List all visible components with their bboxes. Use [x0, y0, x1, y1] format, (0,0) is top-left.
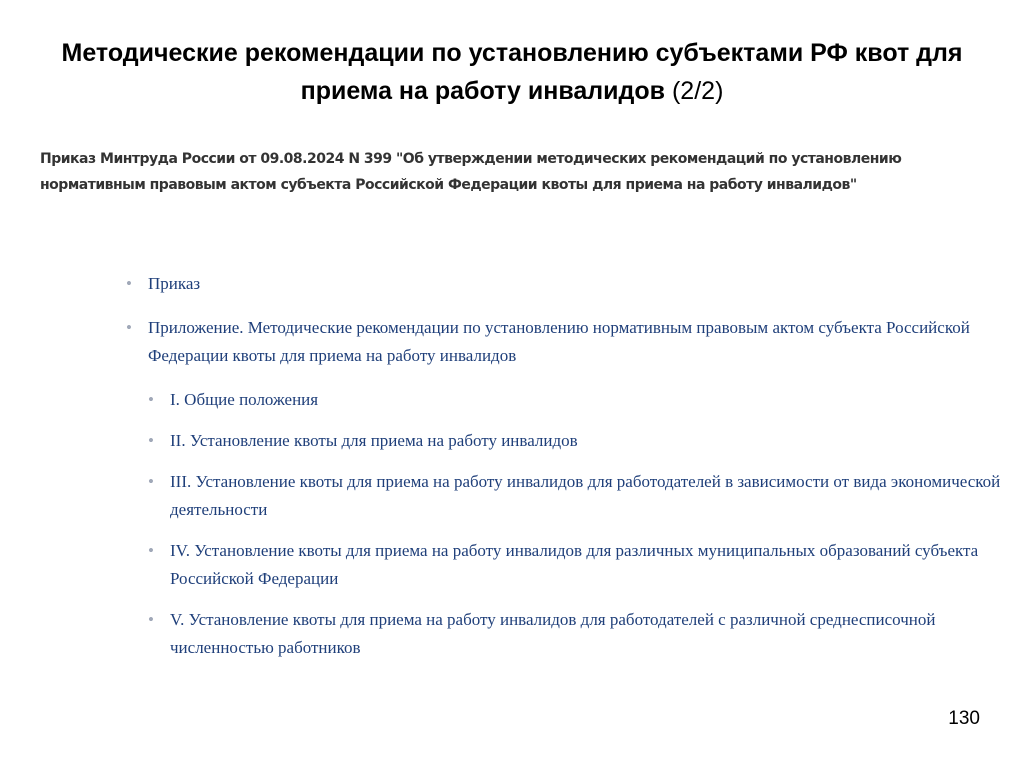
toc-item-appendix[interactable]: • Приложение. Методические рекомендации по установлению нормативным правовым актом субъекта Российской Федерации квоты для приема на работу инвалидов: [126, 314, 1006, 370]
toc-subitem-section-1[interactable]: • I. Общие положения: [148, 386, 1006, 414]
table-of-contents: [126, 270, 1006, 675]
toc-subitem-section-3[interactable]: • III. Установление квоты для приема на работу инвалидов для работодателей в зависимости от вида экономической деятельности: [148, 468, 1006, 524]
toc-subitem-section-4[interactable]: • IV. Установление квоты для приема на работу инвалидов для различных муниципальных образований субъекта Российской Федерации: [148, 537, 1006, 593]
slide-title-suffix: (2/2): [671, 77, 724, 105]
document-heading: Приказ Минтруда России от 09.08.2024 N 399 "Об утверждении методических рекомендаций по установлению нормативным правовым актом субъекта Российской Федерации квоты для приема на работу инвалидов": [40, 151, 902, 193]
toc-item-order[interactable]: • Приказ: [126, 270, 1006, 298]
toc-subitem-section-5[interactable]: • V. Установление квоты для приема на работу инвалидов для работодателей с различной среднесписочной численностью работников: [148, 606, 1006, 662]
page-number: 130: [948, 708, 980, 729]
slide-title: [40, 34, 984, 110]
toc-subitem-section-2[interactable]: • II. Установление квоты для приема на работу инвалидов: [148, 427, 1006, 455]
slide-title-main: Методические рекомендации по установлению субъектами РФ квот для приема на работу инвалидов: [61, 39, 963, 105]
